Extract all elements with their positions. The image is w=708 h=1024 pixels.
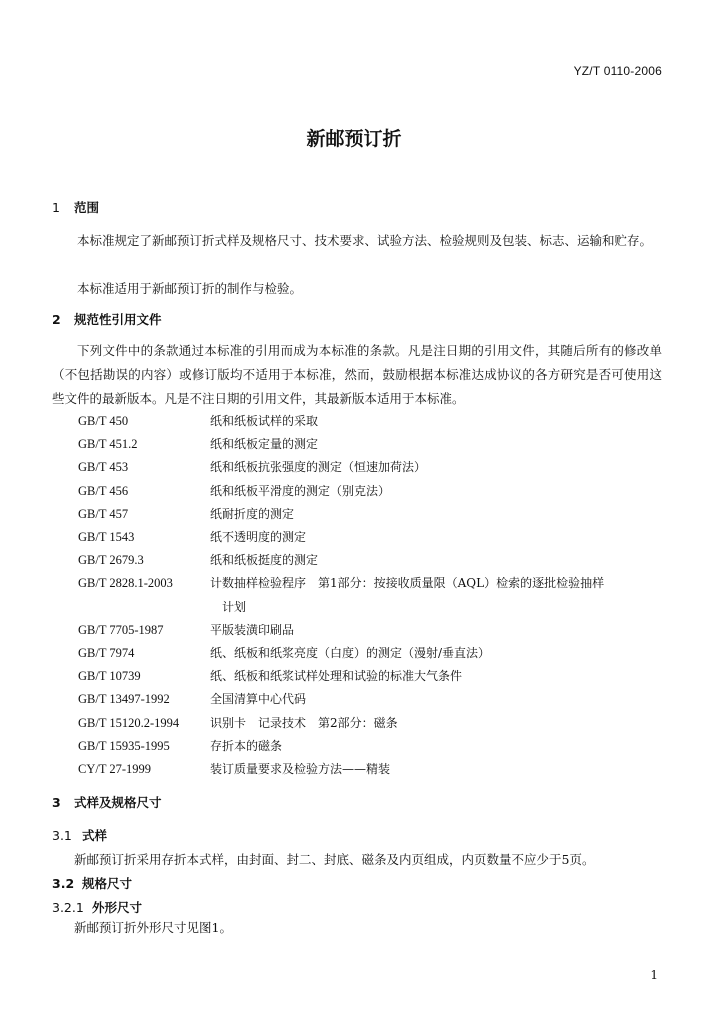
section-3-1-text: 新邮预订折采用存折本式样，由封面、封二、封底、磁条及内页组成，内页数量不应少于5页。	[74, 852, 595, 867]
reference-name: 纸和纸板试样的采取	[210, 414, 319, 428]
section-3-2-heading	[52, 874, 132, 892]
reference-name: 纸和纸板挺度的测定	[210, 553, 319, 568]
section-1-heading	[52, 198, 99, 216]
reference-item	[78, 642, 668, 665]
section-2-intro: 下列文件中的条款通过本标准的引用而成为本标准的条款。凡是注日期的引用文件，其随后所有的修改单（不包括勘误的内容）或修订版均不适用于本标准，然而，鼓励根据本标准达成协议的各方研究是否可使用这些文件的最新版本。凡是不注日期的引用文件，其最新版本适用于本标准。	[52, 343, 662, 406]
reference-name-line-1: 计数抽样检验程序 第1部分：按接收质量限（AQL）检索的逐批检验抽样	[210, 576, 605, 591]
reference-item	[78, 735, 668, 758]
reference-code: GB/T 453	[78, 460, 129, 475]
reference-name-line-2: 计划	[222, 599, 247, 614]
section-title: 规范性引用文件	[74, 312, 162, 327]
reference-name: 全国清算中心代码	[210, 692, 307, 707]
section-3-2-1-heading	[52, 898, 142, 916]
reference-code: GB/T 450	[78, 414, 129, 428]
section-1-paragraph-2: 本标准适用于新邮预订折的制作与检验。	[77, 281, 303, 296]
reference-name: 纸和纸板定量的测定	[210, 437, 319, 452]
reference-code: GB/T 451.2	[78, 437, 138, 452]
reference-item	[78, 758, 668, 781]
reference-code: GB/T 10739	[78, 669, 141, 684]
reference-name: 识别卡 记录技术 第2部分：磁条	[210, 715, 398, 730]
reference-name: 存折本的磁条	[210, 738, 283, 753]
reference-name: 纸和纸板平滑度的测定（别克法）	[210, 483, 391, 498]
reference-code: CY/T 27-1999	[78, 762, 152, 777]
section-2-heading	[52, 310, 162, 328]
reference-code: GB/T 15120.2-1994	[78, 715, 180, 730]
reference-name: 纸不透明度的测定	[210, 530, 307, 545]
reference-code: GB/T 456	[78, 483, 129, 498]
section-number: 3.2	[52, 876, 75, 891]
reference-item	[78, 480, 668, 503]
reference-list	[78, 410, 668, 781]
reference-item	[78, 712, 668, 735]
reference-item	[78, 572, 668, 618]
reference-code: GB/T 2828.1-2003	[78, 576, 173, 591]
section-3-heading	[52, 793, 162, 811]
reference-item	[78, 549, 668, 572]
reference-code: GB/T 13497-1992	[78, 692, 170, 707]
reference-code: GB/T 7974	[78, 646, 135, 661]
reference-name: 纸、纸板和纸浆试样处理和试验的标准大气条件	[210, 669, 463, 684]
document-title: 新邮预订折	[306, 128, 402, 150]
section-number: 3.1	[52, 828, 72, 843]
reference-item	[78, 665, 668, 688]
standard-code: YZ/T 0110-2006	[573, 64, 662, 78]
reference-item	[78, 410, 668, 433]
reference-name	[210, 572, 668, 618]
section-number: 3.2.1	[52, 900, 84, 915]
section-3-1-heading	[52, 826, 107, 844]
section-1-paragraph-1: 本标准规定了新邮预订折式样及规格尺寸、技术要求、试验方法、检验规则及包装、标志、运输和贮存。	[77, 233, 653, 248]
reference-item	[78, 688, 668, 711]
reference-name: 装订质量要求及检验方法——精装	[210, 762, 391, 777]
section-title: 范围	[74, 200, 100, 215]
reference-item	[78, 526, 668, 549]
section-number: 1	[52, 200, 60, 215]
reference-name: 纸和纸板抗张强度的测定（恒速加荷法）	[210, 460, 427, 475]
section-title: 式样及规格尺寸	[74, 795, 162, 810]
reference-code: GB/T 7705-1987	[78, 622, 164, 637]
section-number: 2	[52, 312, 61, 327]
reference-item	[78, 619, 668, 642]
reference-item	[78, 503, 668, 526]
section-title: 外形尺寸	[92, 900, 143, 915]
page-number: 1	[650, 968, 658, 982]
section-3-2-1-text: 新邮预订折外形尺寸见图1。	[74, 920, 232, 935]
section-title: 式样	[82, 828, 108, 843]
section-number: 3	[52, 795, 61, 810]
reference-code: GB/T 1543	[78, 530, 135, 545]
reference-code: GB/T 457	[78, 506, 129, 521]
reference-item	[78, 456, 668, 479]
reference-code: GB/T 15935-1995	[78, 738, 170, 753]
reference-item	[78, 433, 668, 456]
reference-name: 纸耐折度的测定	[210, 506, 295, 521]
section-title: 规格尺寸	[82, 876, 133, 891]
reference-name: 纸、纸板和纸浆亮度（白度）的测定（漫射/垂直法）	[210, 646, 491, 661]
reference-code: GB/T 2679.3	[78, 553, 144, 568]
reference-name: 平版装潢印刷品	[210, 622, 295, 637]
